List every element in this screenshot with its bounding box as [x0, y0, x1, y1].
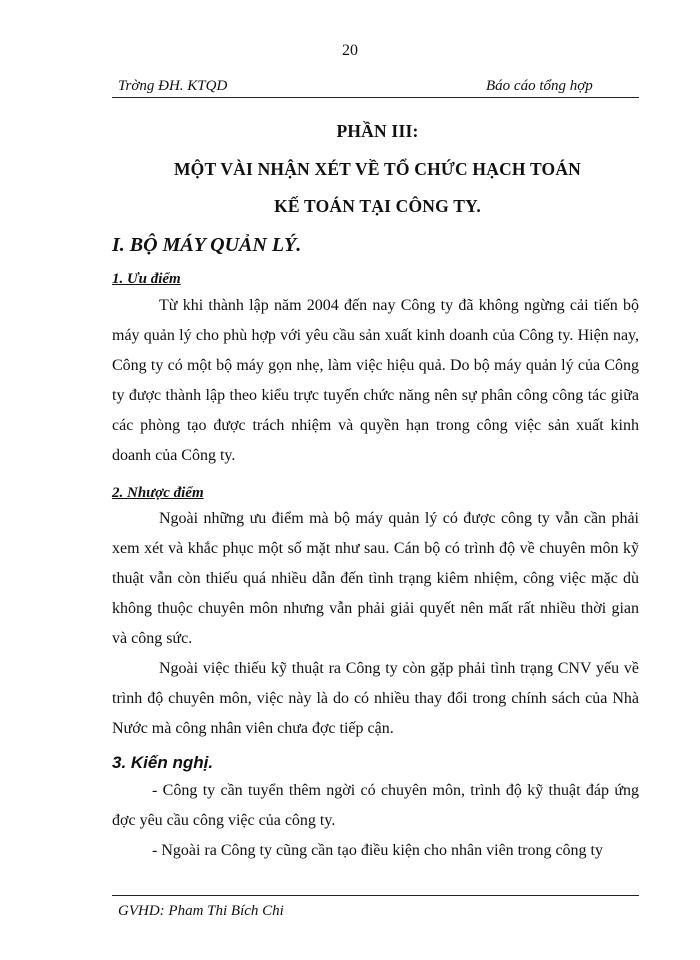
paragraph-recommendations [112, 776, 639, 866]
body-text: - Công ty cần tuyển thêm ngời có chuyên môn, trình độ kỹ thuật đáp ứng đợc yêu cầu công việc của công ty. [112, 782, 639, 829]
body-text: Ngoài việc thiếu kỹ thuật ra Công ty còn gặp phải tình trạng CNV yếu về trình độ chuyên môn, việc này là do có nhiều thay đổi trong chính sách của Nhà Nước mà công nhân viên chưa đợc tiếp cận. [112, 660, 639, 737]
chapter-title-line2: KẾ TOÁN TẠI CÔNG TY. [274, 196, 481, 216]
body-text: - Ngoài ra Công ty cũng cần tạo điều kiện cho nhân viên trong công ty [152, 842, 603, 859]
body-text: Ngoài những ưu điểm mà bộ máy quản lý có được công ty vẫn cần phải xem xét và khắc phục một số mặt như sau. Cán bộ có trình độ về chuyên môn kỹ thuật vẫn còn thiếu quá nhiều dẫn đến tình trạng kiêm nhiệm, công việc mặc dù không thuộc chuyên môn nhưng vẫn phải giải quyết nên mất rất nhiều thời gian và công sức. [112, 510, 639, 647]
body-text: Từ khi thành lập năm 2004 đến nay Công ty đã không ngừng cải tiến bộ máy quản lý cho phù hợp với yêu cầu sản xuất kinh doanh của Công ty. Hiện nay, Công ty có một bộ máy gọn nhẹ, làm việc hiệu quả. Do bộ máy quản lý của Công ty được thành lập theo kiểu trực tuyến chức năng nên sự phân công công tác giữa các phòng tạo được trách nhiệm và quyền hạn trong công việc sản xuất kinh doanh của Công ty. [112, 297, 639, 464]
subheading-recommendations: 3. Kiến nghị. [112, 753, 214, 772]
chapter-title-line1: MỘT VÀI NHẬN XÉT VỀ TỔ CHỨC HẠCH TOÁN [173, 159, 582, 179]
footer-supervisor: GVHD: Pham Thi Bích Chi [118, 903, 284, 919]
section-heading: I. BỘ MÁY QUẢN LÝ. [112, 234, 302, 256]
subheading-disadvantages: 2. Nhược điểm [112, 485, 204, 501]
header-report-type: Báo cáo tổng hợp [486, 78, 593, 94]
paragraph-disadvantages-2 [112, 654, 639, 744]
part-title: PHẦN III: [336, 121, 419, 141]
subheading-advantages: 1. Ưu điểm [112, 271, 181, 287]
header-rule [112, 97, 639, 98]
paragraph-disadvantages [112, 504, 639, 654]
paragraph-advantages [112, 291, 639, 471]
header-school: Trờng ĐH. KTQD [118, 78, 228, 94]
page-number: 20 [342, 42, 358, 59]
footer-rule [112, 895, 639, 896]
